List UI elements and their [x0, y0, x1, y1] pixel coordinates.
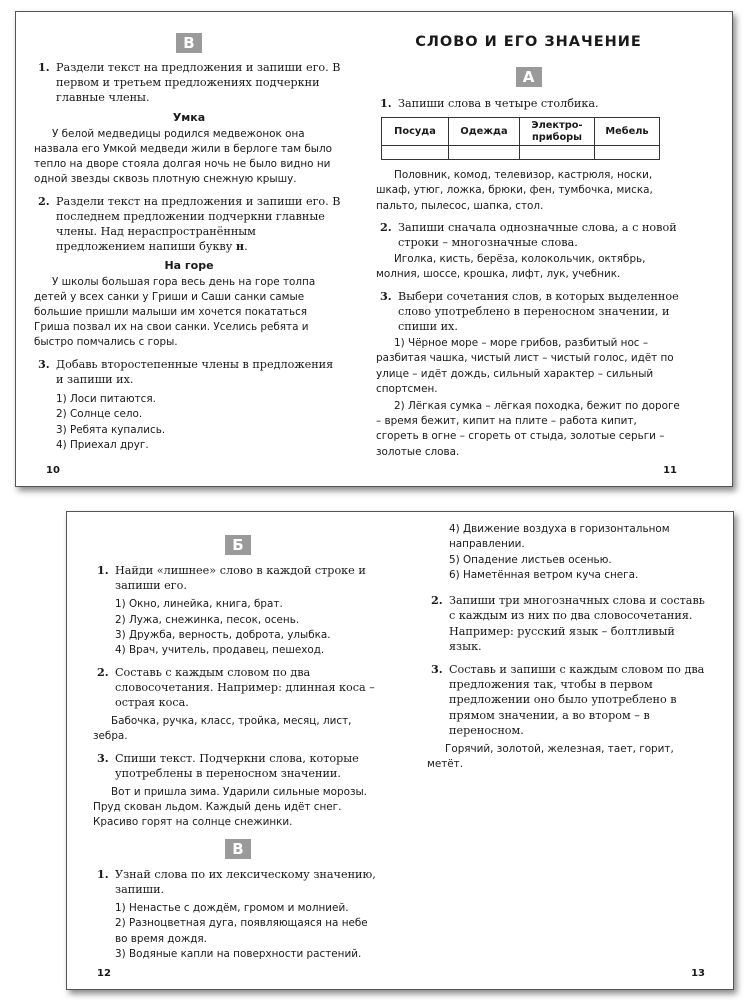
sentence-list [34, 392, 344, 453]
task-number: 2. [431, 593, 443, 608]
task-number: 3. [380, 288, 392, 303]
task-1 [93, 563, 383, 593]
list-item: 5) Опадение листьев осенью. [449, 553, 612, 566]
task-2 [376, 220, 681, 250]
phrase-group-1: 1) Чёрное море – море грибов, разбитый нос – разбитая чашка, чистый лист – чистый голос, идёт по улице – идёт дождь, сильный характер – сильный спортсмен. [376, 337, 674, 395]
task-3 [93, 751, 383, 781]
task-2 [93, 665, 383, 711]
page-number: 10 [46, 465, 60, 476]
word-list: Бабочка, ручка, класс, тройка, месяц, лист, зебра. [93, 715, 352, 743]
task-number: 3. [431, 662, 443, 676]
list-item: 4) Врач, учитель, продавец, пешеход. [115, 644, 325, 657]
task-text: Спиши текст. Подчеркни слова, которые употреблены в переносном значении. [115, 751, 359, 780]
task-text: Узнай слова по их лексическому значению, запиши. [115, 867, 376, 896]
column-header: Мебель [595, 118, 660, 146]
task-number: 1. [97, 866, 109, 881]
list-item: 3) Водяные капли на поверхности растений. [115, 947, 362, 960]
task-3 [427, 662, 709, 738]
list-item: 1) Ненастье с дождём, громом и молнией. [115, 902, 349, 915]
word-list: Горячий, золотой, железная, тает, горит, метёт. [427, 743, 674, 771]
page-number: 12 [97, 968, 111, 979]
level-badge: В [176, 33, 202, 53]
text-title: Умка [172, 110, 206, 124]
table-cell [595, 146, 660, 160]
list-item: 4) Приехал друг. [56, 438, 149, 451]
task-text-end: . [244, 240, 248, 254]
column-header: Посуда [382, 118, 449, 146]
page-10 [34, 12, 344, 486]
task-text: Запиши сначала однозначные слова, а с новой строки – многозначные слова. [398, 220, 677, 250]
list-item: 6) Наметённая ветром куча снега. [449, 568, 639, 581]
task-number: 1. [380, 96, 392, 110]
definition-list [93, 901, 383, 962]
word-list: Половник, комод, телевизор, кастрюля, носки, шкаф, утюг, ложка, брюки, фен, тумбочка, миска, пальто, пылесос, шапка, стол. [376, 169, 653, 212]
column-header: Электро-приборы [520, 118, 595, 146]
task-text: Раздели текст на предложения и запиши его. В первом и третьем предложениях подчеркни главные члены. [56, 61, 341, 105]
word-rows [93, 597, 383, 658]
level-badge: Б [225, 535, 251, 555]
section-heading: СЛОВО И ЕГО ЗНАЧЕНИЕ [415, 34, 642, 50]
task-3 [34, 357, 344, 387]
table-header-row [382, 118, 660, 146]
level-badge: В [225, 839, 251, 859]
definition-list-continued [427, 522, 709, 583]
table-empty-row [382, 146, 660, 160]
page-12 [93, 512, 383, 989]
task-text: Найди «лишнее» слово в каждой строке и запиши его. [115, 564, 366, 593]
page-number: 11 [663, 465, 677, 476]
task-2 [427, 593, 709, 654]
task-number: 2. [97, 664, 109, 679]
task-text: Составь и запиши с каждым словом по два предложения так, чтобы в первом предложении оно было употреблено в прямом значении, а во втором – в переносном. [449, 663, 705, 737]
task-number: 3. [38, 356, 50, 371]
level-badge: А [516, 67, 542, 87]
table-cell [520, 146, 595, 160]
text-title: На горе [164, 259, 214, 273]
task-text: Раздели текст на предложения и запиши его. В последнем предложении подчеркни главные члены. Над нераспространённым предложением напиши букву [56, 194, 341, 254]
page-11 [376, 12, 681, 486]
list-item: 3) Ребята купались. [56, 423, 166, 436]
spread-pages-10-11 [15, 11, 733, 487]
list-item: 1) Окно, линейка, книга, брат. [115, 598, 283, 611]
column-header: Одежда [449, 118, 520, 146]
task-1 [376, 96, 681, 111]
task-2 [34, 194, 344, 255]
task-number: 2. [38, 193, 50, 208]
task-number: 1. [97, 563, 109, 577]
exercise-text: У школы большая гора весь день на горе толпа детей у всех санки у Гриши и Саши санки самые большие пришли малыши им хочется покататься Гриша позвал их на свои санки. Уселись ребята и быстро помчались с горы. [34, 275, 316, 349]
list-item: 2) Лужа, снежинка, песок, осень. [115, 613, 300, 626]
exercise-text: У белой медведицы родился медвежонок она назвала его Умкой медведи жили в берлоге там было тепло на дворе стояла долгая ночь не было видно ни одной звезды сквозь плотную снежную крышу. [34, 127, 332, 186]
exercise-text: Вот и пришла зима. Ударили сильные морозы. Пруд скован льдом. Каждый день идёт снег. Красиво горят на солнце снежинки. [93, 786, 367, 829]
category-table [381, 117, 660, 160]
word-list: Иголка, кисть, берёза, колокольчик, октябрь, молния, шоссе, крошка, лифт, лук, учебник. [376, 253, 646, 281]
list-item: 1) Лоси питаются. [56, 393, 156, 406]
task-3 [376, 289, 681, 335]
page-number: 13 [691, 968, 705, 979]
task-number: 1. [38, 60, 50, 74]
task-text: Составь с каждым словом по два словосочетания. Например: длинная коса – острая коса. [115, 665, 375, 709]
task-text: Запиши три многозначных слова и составь с каждым из них по два словосочетания. Например: русский язык – болтливый язык. [449, 594, 705, 653]
list-item: 3) Дружба, верность, доброта, улыбка. [115, 629, 331, 641]
task-number: 2. [380, 219, 392, 234]
list-item: 2) Солнце село. [56, 408, 143, 421]
task-number: 3. [97, 750, 109, 765]
task-text: Выбери сочетания слов, в которых выделенное слово употреблено в переносном значении, и спиши их. [398, 289, 679, 334]
page-13 [427, 512, 709, 989]
task-text: Запиши слова в четыре столбика. [398, 97, 599, 110]
phrase-group-2: 2) Лёгкая сумка – лёгкая походка, бежит по дороге – время бежит, кипит на плите – работа кипит, сгореть в огне – сгореть от стыда, золотые серьги – золотые слова. [376, 400, 680, 458]
table-cell [449, 146, 520, 160]
table-cell [382, 146, 449, 160]
task-1-level-v [93, 867, 383, 897]
spread-pages-12-13 [66, 511, 734, 990]
task-text: Добавь второстепенные члены в предложения и запиши их. [56, 357, 334, 386]
list-item: 4) Движение воздуха в горизонтальном направлении. [449, 523, 670, 551]
list-item: 2) Разноцветная дуга, появляющаяся на небе во время дождя. [115, 917, 368, 945]
task-1 [34, 60, 344, 106]
task-letter: н [235, 239, 245, 254]
